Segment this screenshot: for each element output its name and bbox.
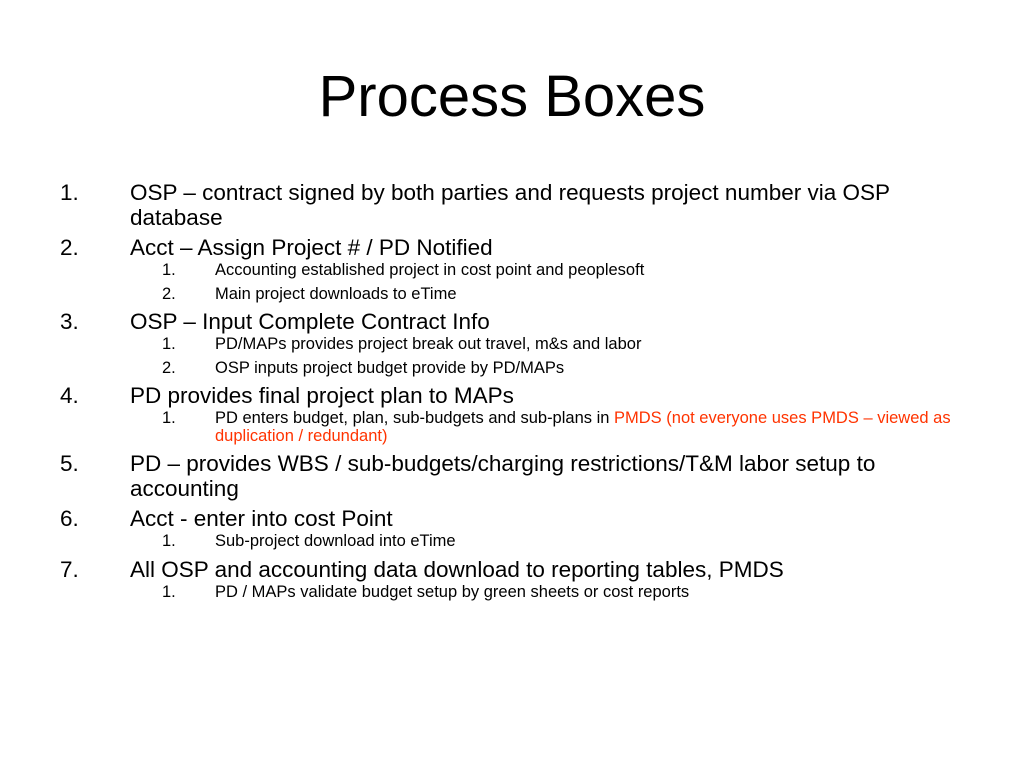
list-item [60, 557, 960, 602]
list-item-number: 4. [60, 383, 79, 408]
list-item-text: Acct – Assign Project # / PD Notified [130, 235, 493, 260]
numbered-list [60, 180, 960, 607]
list-item [60, 180, 960, 230]
list-item-number: 6. [60, 506, 79, 531]
list-item [60, 235, 960, 303]
sub-list-item [60, 286, 960, 304]
list-item [60, 451, 960, 501]
sub-list-item [60, 584, 960, 602]
sub-list-item-number: 2. [162, 358, 176, 377]
sub-list-item-number: 1. [162, 261, 176, 279]
sub-list-item [60, 262, 960, 280]
sub-list-item [60, 360, 960, 378]
sub-list [130, 336, 960, 377]
sub-list-item-number: 1. [162, 582, 176, 601]
sub-list [130, 584, 960, 602]
sub-list-item-number: 2. [162, 284, 176, 303]
list-item-number: 1. [60, 180, 79, 205]
list-item-text: All OSP and accounting data download to reporting tables, PMDS [130, 556, 784, 582]
sub-list-item-text: PD/MAPs provides project break out travel, m&s and labor [215, 335, 642, 353]
sub-list-item [60, 410, 960, 445]
list-item [60, 506, 960, 551]
sub-list-item-text: Accounting established project in cost point and peoplesoft [215, 261, 645, 279]
list-item-text: PD – provides WBS / sub-budgets/charging restrictions/T&M labor setup to accounting [130, 451, 876, 501]
sub-list-item-text: PD / MAPs validate budget setup by green sheets or cost reports [215, 582, 690, 601]
slide-title: Process Boxes [318, 64, 706, 129]
list-item-text: PD provides final project plan to MAPs [130, 383, 514, 408]
sub-list-item-text: Sub-project download into eTime [215, 532, 456, 550]
sub-list [130, 533, 960, 551]
list-item-number: 7. [60, 556, 79, 582]
sub-list-item-number: 1. [162, 409, 176, 427]
list-item-text: OSP – contract signed by both parties and requests project number via OSP database [130, 180, 890, 230]
sub-list-item-text: Main project downloads to eTime [215, 284, 457, 303]
sub-list [130, 262, 960, 303]
sub-list-item-text: PD enters budget, plan, sub-budgets and sub-plans in [215, 409, 615, 427]
sub-list-item [60, 533, 960, 551]
sub-list [130, 410, 960, 445]
list-item-number: 2. [60, 235, 79, 260]
sub-list-item-text: OSP inputs project budget provide by PD/MAPs [215, 358, 565, 377]
sub-list-item-number: 1. [162, 335, 176, 353]
sub-list-item [60, 336, 960, 354]
list-item-number: 3. [60, 309, 79, 334]
highlighted-text: PMDS (not everyone uses PMDS – viewed as duplication / redundant) [215, 409, 951, 445]
list-item [60, 309, 960, 377]
list-item [60, 383, 960, 445]
list-item-text: Acct - enter into cost Point [130, 506, 393, 531]
list-item-number: 5. [60, 451, 79, 476]
sub-list-item-number: 1. [162, 532, 176, 550]
list-item-text: OSP – Input Complete Contract Info [130, 309, 490, 334]
